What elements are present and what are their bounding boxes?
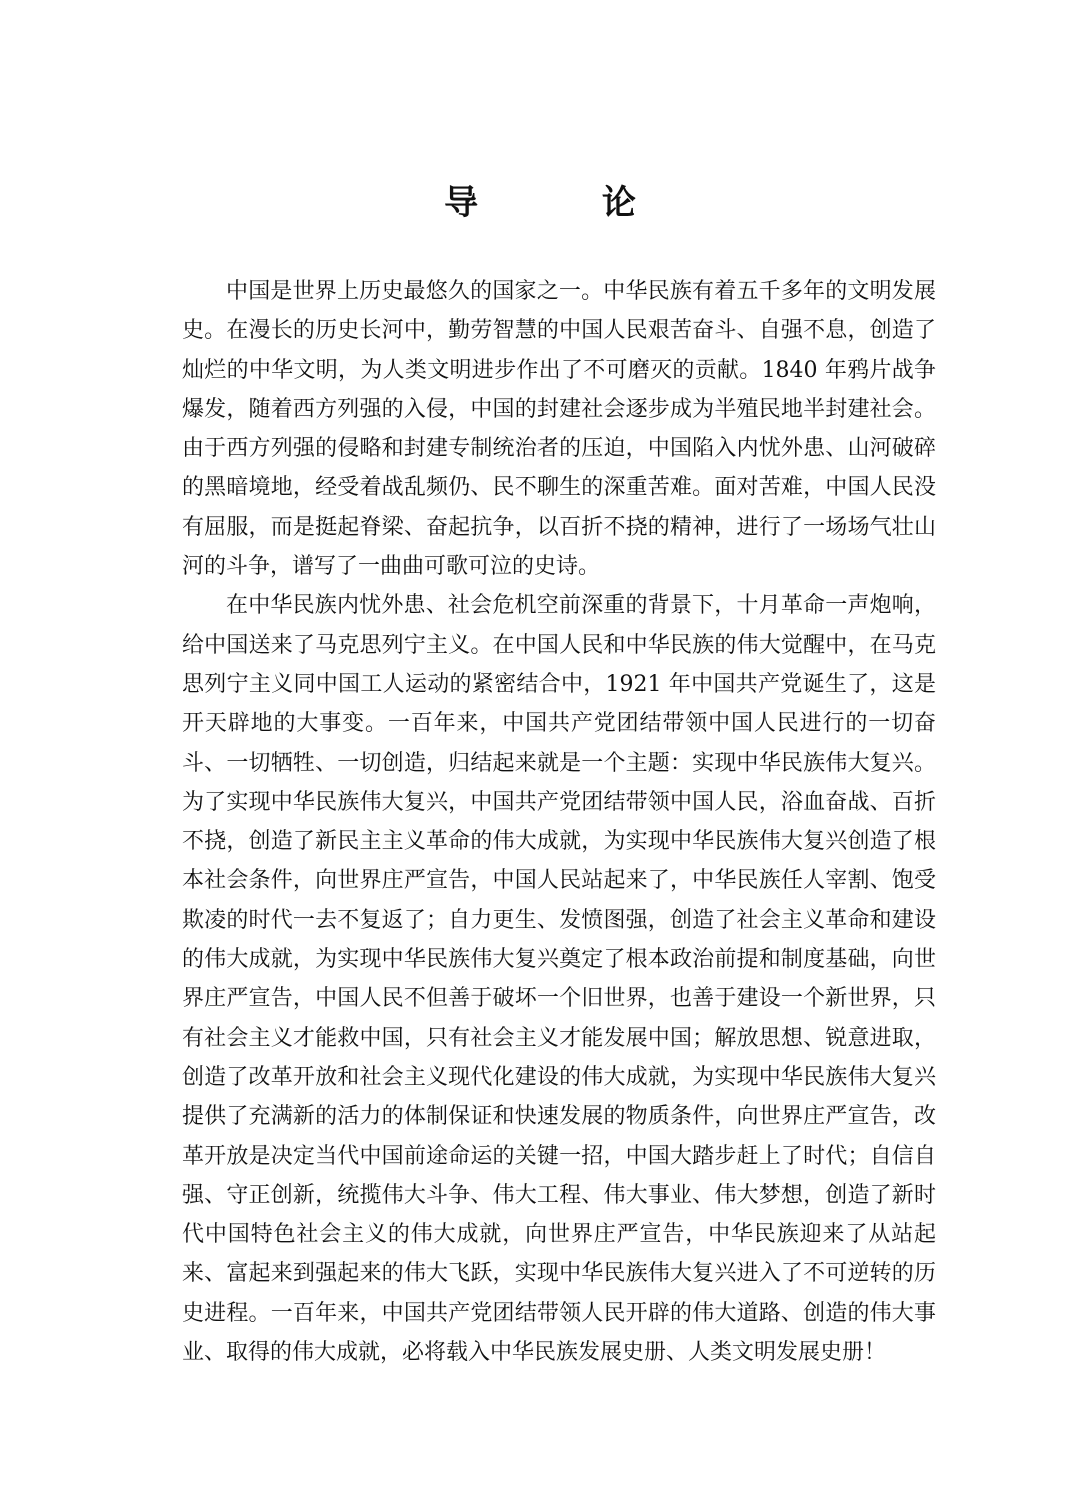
- paragraph-1: 中国是世界上历史最悠久的国家之一。中华民族有着五千多年的文明发展史。在漫长的历史长河中，勤劳智慧的中国人民艰苦奋斗、自强不息，创造了灿烂的中华文明，为人类文明进步作出了不可磨灭的贡献。1840 年鸦片战争爆发，随着西方列强的入侵，中国的封建社会逐步成为半殖民地半封建社会。由于西方列强的侵略和封建专制统治者的压迫，中国陷入内忧外患、山河破碎的黑暗境地，经受着战乱频仍、民不聊生的深重苦难。面对苦难，中国人民没有屈服，而是挺起脊梁、奋起抗争，以百折不挠的精神，进行了一场场气壮山河的斗争，谱写了一曲曲可歌可泣的史诗。: [182, 279, 936, 580]
- chapter-title: 导 论: [444, 182, 692, 223]
- body-text: [182, 272, 936, 1372]
- paragraph-2: 在中华民族内忧外患、社会危机空前深重的背景下，十月革命一声炮响，给中国送来了马克思列宁主义。在中国人民和中华民族的伟大觉醒中，在马克思列宁主义同中国工人运动的紧密结合中，1921 年中国共产党诞生了，这是开天辟地的大事变。一百年来，中国共产党团结带领中国人民进行的一切奋斗、一切牺牲、一切创造，归结起来就是一个主题：实现中华民族伟大复兴。为了实现中华民族伟大复兴，中国共产党团结带领中国人民，浴血奋战、百折不挠，创造了新民主主义革命的伟大成就，为实现中华民族伟大复兴创造了根本社会条件，向世界庄严宣告，中国人民站起来了，中华民族任人宰割、饱受欺凌的时代一去不复返了；自力更生、发愤图强，创造了社会主义革命和建设的伟大成就，为实现中华民族伟大复兴奠定了根本政治前提和制度基础，向世界庄严宣告，中国人民不但善于破坏一个旧世界，也善于建设一个新世界，只有社会主义才能救中国，只有社会主义才能发展中国；解放思想、锐意进取，创造了改革开放和社会主义现代化建设的伟大成就，为实现中华民族伟大复兴提供了充满新的活力的体制保证和快速发展的物质条件，向世界庄严宣告，改革开放是决定当代中国前途命运的关键一招，中国大踏步赶上了时代；自信自强、守正创新，统揽伟大斗争、伟大工程、伟大事业、伟大梦想，创造了新时代中国特色社会主义的伟大成就，向世界庄严宣告，中华民族迎来了从站起来、富起来到强起来的伟大飞跃，实现中华民族伟大复兴进入了不可逆转的历史进程。一百年来，中国共产党团结带领人民开辟的伟大道路、创造的伟大事业、取得的伟大成就，必将载入中华民族发展史册、人类文明发展史册！: [182, 593, 936, 1366]
